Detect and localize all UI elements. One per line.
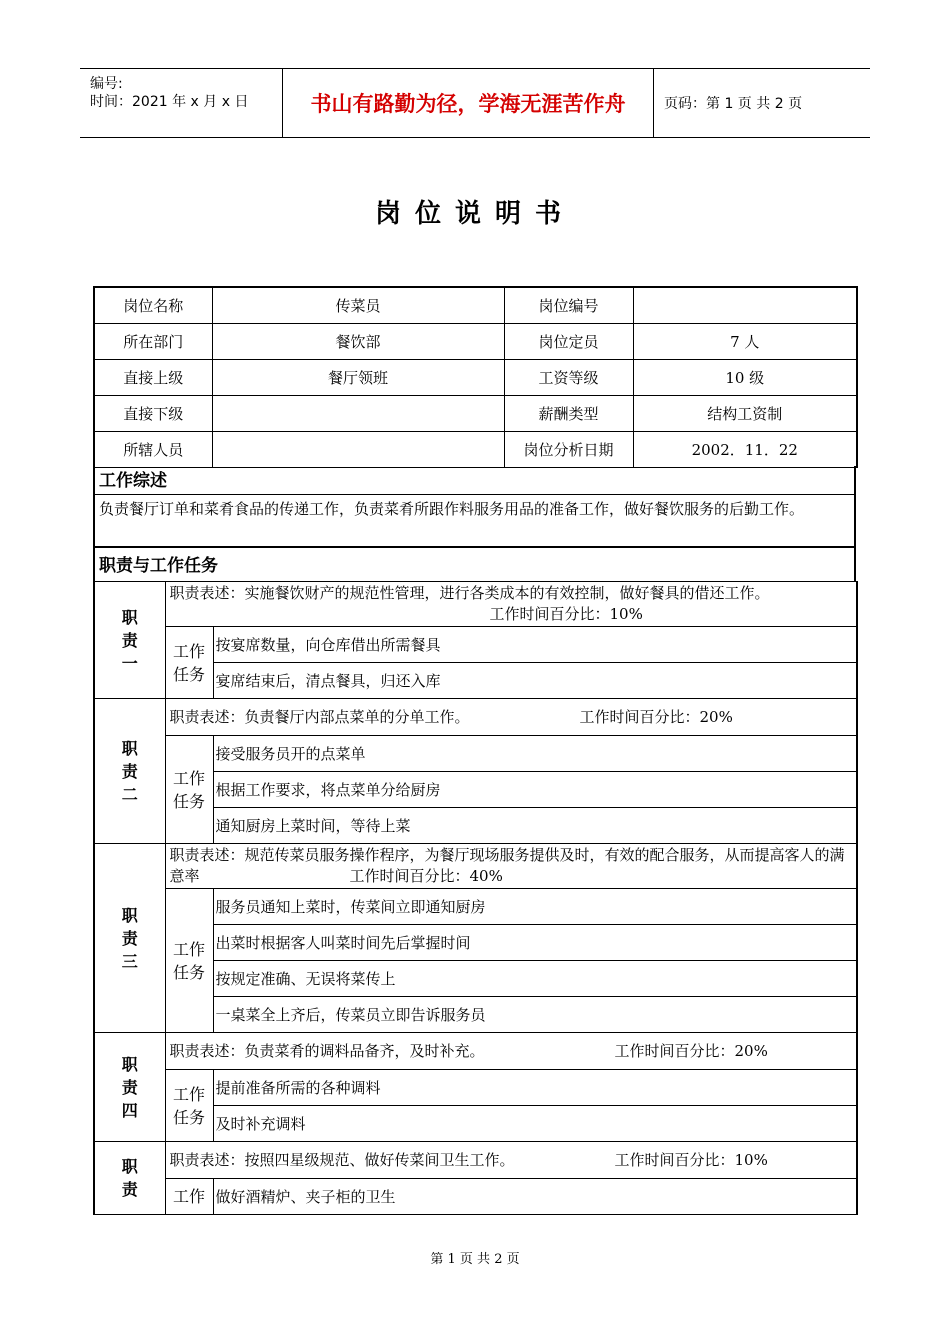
info-label-cell: 直接上级 — [94, 360, 212, 396]
info-row — [94, 396, 857, 432]
duty-description: 职责表述：负责餐厅内部点菜单的分单工作。 — [169, 707, 470, 726]
header-left — [80, 69, 282, 137]
duty-description: 职责表述：实施餐饮财产的规范性管理，进行各类成本的有效控制，做好餐具的借还工作。 — [169, 584, 770, 602]
work-task-item: 及时补充调料 — [213, 1106, 857, 1142]
info-value-cell: 10 级 — [633, 360, 857, 396]
duties-table — [93, 581, 858, 1215]
work-summary-section — [93, 466, 856, 546]
duty-task-row — [94, 1179, 857, 1215]
work-task-label-text: 工作任务 — [172, 768, 205, 811]
info-value-cell: 7 人 — [633, 324, 857, 360]
work-task-item: 根据工作要求，将点菜单分给厨房 — [213, 772, 857, 808]
work-task-label — [165, 1070, 213, 1142]
duty-label-text: 职责三 — [121, 905, 138, 971]
duty-description-cell — [165, 699, 857, 736]
work-task-item: 出菜时根据客人叫菜时间先后掌握时间 — [213, 925, 857, 961]
info-row — [94, 360, 857, 396]
duty-description: 职责表述：负责菜肴的调料品备齐，及时补充。 — [169, 1041, 485, 1060]
info-label-cell: 岗位编号 — [504, 287, 633, 324]
page-footer: 第 1 页 共 2 页 — [430, 1252, 520, 1267]
work-task-label-text: 工作任务 — [172, 641, 205, 684]
info-value-cell: 传菜员 — [212, 287, 504, 324]
info-value-cell — [212, 432, 504, 468]
info-row — [94, 324, 857, 360]
info-label-cell: 岗位定员 — [504, 324, 633, 360]
duty-description-cell — [165, 1142, 857, 1179]
work-task-item: 一桌菜全上齐后，传菜员立即告诉服务员 — [213, 997, 857, 1033]
info-value-cell: 结构工资制 — [633, 396, 857, 432]
duty-time-percentage: 工作时间百分比：40% — [349, 867, 503, 885]
work-task-item: 做好酒精炉、夹子柜的卫生 — [213, 1179, 857, 1215]
work-task-item: 按宴席数量，向仓库借出所需餐具 — [213, 627, 857, 663]
job-info-table — [93, 286, 858, 468]
work-task-label — [165, 736, 213, 844]
duty-label — [94, 844, 165, 1033]
work-task-item: 按规定准确、无误将菜传上 — [213, 961, 857, 997]
duty-desc-row — [94, 582, 857, 627]
work-task-label-text: 工作 — [172, 1187, 205, 1206]
work-task-label-text: 工作任务 — [172, 939, 205, 982]
duty-desc-row — [94, 844, 857, 889]
info-label-cell: 岗位分析日期 — [504, 432, 633, 468]
duty-description: 职责表述：规范传菜员服务操作程序，为餐厅现场服务提供及时，有效的配合服务，从而提高客人的满意率 — [169, 846, 845, 885]
duty-time-percentage: 工作时间百分比：10% — [489, 605, 643, 623]
document-title: 岗位说明书 — [374, 199, 575, 229]
duty-task-row — [94, 1070, 857, 1106]
duty-time-percentage: 工作时间百分比：20% — [614, 1041, 768, 1060]
duty-time-percentage: 工作时间百分比：10% — [614, 1150, 768, 1169]
work-task-item: 服务员通知上菜时，传菜间立即通知厨房 — [213, 889, 857, 925]
duty-label-text: 职责 — [121, 1157, 138, 1199]
duty-label-text: 职责二 — [121, 738, 138, 804]
duty-label — [94, 1033, 165, 1142]
header-page-number: 页码：第 1 页 共 2 页 — [664, 96, 803, 112]
work-task-item: 提前准备所需的各种调料 — [213, 1070, 857, 1106]
duty-label-text: 职责四 — [121, 1054, 138, 1120]
work-task-item: 通知厨房上菜时间，等待上菜 — [213, 808, 857, 844]
info-label-cell: 所辖人员 — [94, 432, 212, 468]
duty-task-row — [94, 736, 857, 772]
duty-description-cell — [165, 582, 857, 627]
duty-label — [94, 582, 165, 699]
info-label-cell: 工资等级 — [504, 360, 633, 396]
work-summary-title: 工作综述 — [99, 471, 167, 491]
duty-description-cell — [165, 1033, 857, 1070]
duty-label-text: 职责一 — [121, 607, 138, 673]
duty-description-cell — [165, 844, 857, 889]
work-task-label — [165, 627, 213, 699]
info-label-cell: 直接下级 — [94, 396, 212, 432]
document-number-label: 编号: — [90, 76, 123, 92]
info-label-cell: 薪酬类型 — [504, 396, 633, 432]
duties-section-header — [93, 546, 856, 581]
info-value-cell: 餐饮部 — [212, 324, 504, 360]
duty-task-row — [94, 627, 857, 663]
duties-title: 职责与工作任务 — [99, 556, 218, 576]
info-value-cell — [633, 287, 857, 324]
document-date-label: 时间：2021 年 x 月 x 日 — [90, 94, 249, 110]
header-motto: 书山有路勤为径，学海无涯苦作舟 — [282, 69, 654, 137]
work-task-label — [165, 889, 213, 1033]
work-summary-text: 负责餐厅订单和菜肴食品的传递工作，负责菜肴所跟作料服务用品的准备工作，做好餐饮服务的后勤工作。 — [95, 494, 854, 546]
duty-time-percentage: 工作时间百分比：20% — [579, 707, 733, 726]
info-label-cell: 所在部门 — [94, 324, 212, 360]
work-task-item: 接受服务员开的点菜单 — [213, 736, 857, 772]
duty-task-row — [94, 889, 857, 925]
work-task-label — [165, 1179, 213, 1215]
info-row — [94, 287, 857, 324]
info-value-cell: 餐厅领班 — [212, 360, 504, 396]
duty-label — [94, 699, 165, 844]
duty-desc-row — [94, 699, 857, 736]
duty-desc-row — [94, 1033, 857, 1070]
info-value-cell: 2002．11．22 — [633, 432, 857, 468]
info-value-cell — [212, 396, 504, 432]
work-task-label-text: 工作任务 — [172, 1084, 205, 1127]
info-row — [94, 432, 857, 468]
duty-label — [94, 1142, 165, 1215]
duty-description: 职责表述：按照四星级规范、做好传菜间卫生工作。 — [169, 1150, 515, 1169]
info-label-cell: 岗位名称 — [94, 287, 212, 324]
page-header — [80, 68, 870, 138]
work-task-item: 宴席结束后，清点餐具，归还入库 — [213, 663, 857, 699]
duty-desc-row — [94, 1142, 857, 1179]
